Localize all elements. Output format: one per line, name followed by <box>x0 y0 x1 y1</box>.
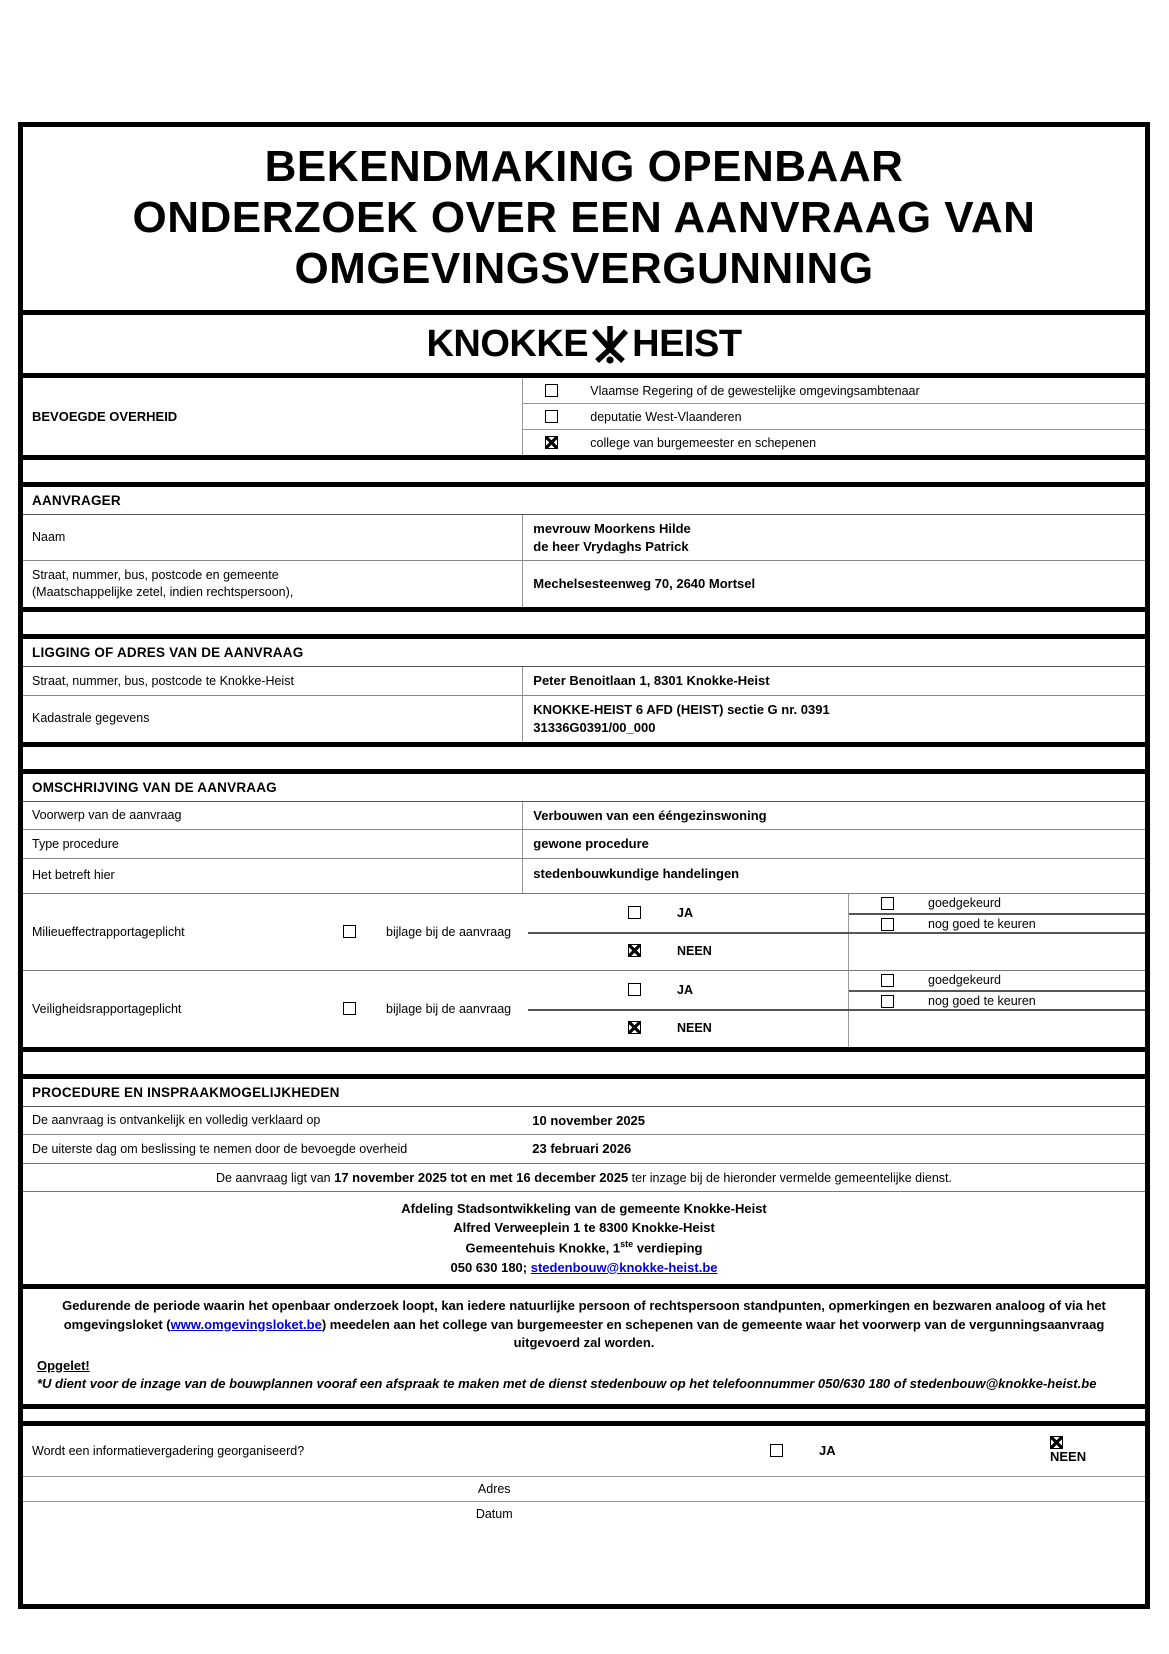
bezwaar-paragraph: Gedurende de periode waarin het openbaar onderzoek loopt, kan iedere natuurlijke persoon of rechtspersoon standpunten, opmerkingen en bezwaren analoog of via het omgevingsloket (www.omgevingsloket.be) meedelen aan het college van burgemeester en schepenen van de gemeente waar het voorwerp van de vergunningsaanvraag uitgevoerd zal worden. <box>62 1298 1106 1351</box>
checkbox-veiligheid-ja[interactable] <box>628 983 641 996</box>
public-notice-document <box>18 122 1150 1609</box>
table-row <box>23 858 1145 893</box>
afspraak-note: *U dient voor de inzage van de bouwplannen vooraf een afspraak te maken met de dienst stedenbouw op het telefoonnummer 050/630 180 of stedenbouw@knokke-heist.be <box>37 1376 1097 1392</box>
naam-label: Naam <box>32 530 66 545</box>
dienst-location: Gemeentehuis Knokke, 1ste verdieping <box>465 1238 703 1256</box>
table-row <box>23 1107 1145 1135</box>
betreft-value: stedenbouwkundige handelingen <box>533 865 740 881</box>
voorwerp-label: Voorwerp van de aanvraag <box>32 808 182 823</box>
seagull-star-icon <box>590 324 630 364</box>
applicant-address-value: Mechelsesteenweg 70, 2640 Mortsel <box>533 576 756 592</box>
section-omschrijving <box>23 774 1145 1047</box>
neen-label: NEEN <box>677 943 712 958</box>
cadastral-label: Kadastrale gegevens <box>32 711 150 726</box>
ja-label: JA <box>677 982 693 997</box>
checkbox-info-ja[interactable] <box>770 1444 783 1457</box>
cadastral-value-2: 31336G0391/00_000 <box>533 719 656 735</box>
municipality-logo <box>23 315 1145 373</box>
checkbox-milieu-bijlage[interactable] <box>343 925 356 938</box>
title-line-1: BEKENDMAKING OPENBAAR <box>264 142 904 191</box>
row-midline <box>528 932 1145 934</box>
dienst-contact: 050 630 180; stedenbouw@knokke-heist.be <box>450 1259 718 1275</box>
bijlage-label: bijlage bij de aanvraag <box>386 1001 512 1016</box>
section-gap <box>23 1409 1145 1421</box>
table-row <box>23 1134 1145 1163</box>
checkbox-deputatie[interactable] <box>545 410 558 423</box>
row-veiligheidsrapportageplicht <box>23 970 1145 1047</box>
uiterste-dag-label: De uiterste dag om beslissing te nemen door de bevoegde overheid <box>32 1141 408 1156</box>
adres-row <box>23 1476 1145 1501</box>
gemeentelijke-dienst-block <box>23 1191 1145 1284</box>
inzage-period-line <box>23 1163 1145 1191</box>
empty-area <box>23 1526 1145 1604</box>
dienst-name: Afdeling Stadsontwikkeling van de gemeente Knokke-Heist <box>401 1200 767 1216</box>
neen-label: NEEN <box>677 1020 712 1035</box>
logo-text-right: HEIST <box>632 322 742 365</box>
aanvrager-header: AANVRAGER <box>23 487 1145 515</box>
checkbox-veiligheid-neen[interactable] <box>628 1021 641 1034</box>
site-address-value: Peter Benoitlaan 1, 8301 Knokke-Heist <box>533 673 770 689</box>
informatievergadering-label: Wordt een informatievergadering georganiseerd? <box>32 1443 305 1458</box>
adres-label: Adres <box>477 1481 511 1496</box>
betreft-label: Het betreft hier <box>32 868 115 883</box>
option-label: Vlaamse Regering of de gewestelijke omgevingsambtenaar <box>590 383 920 398</box>
ontvankelijk-date: 10 november 2025 <box>532 1112 646 1128</box>
table-row <box>23 695 1145 742</box>
checkbox-info-neen[interactable] <box>1050 1436 1063 1449</box>
uiterste-dag-date: 23 februari 2026 <box>532 1141 632 1157</box>
informatievergadering-row <box>23 1426 1145 1476</box>
opgelet-label: Opgelet! <box>37 1357 90 1373</box>
inzage-prefix: De aanvraag ligt van <box>215 1170 335 1185</box>
inzage-suffix: ter inzage bij de hieronder vermelde gemeentelijke dienst. <box>628 1170 953 1185</box>
table-row <box>23 515 1145 560</box>
table-row <box>23 802 1145 830</box>
milieu-label: Milieueffectrapportageplicht <box>32 924 185 939</box>
stedenbouw-email-link[interactable]: stedenbouw@knokke-heist.be <box>530 1259 718 1275</box>
option-college <box>523 429 1145 455</box>
omschrijving-header: OMSCHRIJVING VAN DE AANVRAAG <box>23 774 1145 802</box>
table-row <box>23 560 1145 607</box>
table-row <box>23 667 1145 695</box>
section-gap <box>23 1052 1145 1074</box>
checkbox-milieu-goedgekeurd[interactable] <box>881 897 894 910</box>
checkbox-veiligheid-bijlage[interactable] <box>343 1002 356 1015</box>
section-ligging <box>23 639 1145 742</box>
goedgekeurd-label: goedgekeurd <box>928 973 1001 988</box>
option-label: deputatie West-Vlaanderen <box>590 409 742 424</box>
checkbox-veiligheid-nog-goed-te-keuren[interactable] <box>881 995 894 1008</box>
document-title <box>23 127 1145 310</box>
info-neen-label: NEEN <box>1050 1448 1087 1464</box>
info-ja-label: JA <box>819 1443 836 1459</box>
section-gap <box>23 612 1145 634</box>
section-bevoegde-overheid <box>23 378 1145 455</box>
checkbox-milieu-neen[interactable] <box>628 944 641 957</box>
ja-label: JA <box>677 905 693 920</box>
applicant-address-label-2: (Maatschappelijke zetel, indien rechtspersoon), <box>32 585 294 600</box>
bevoegde-overheid-label: BEVOEGDE OVERHEID <box>32 409 178 425</box>
checkbox-vlaamse-regering[interactable] <box>545 384 558 397</box>
checkbox-college[interactable] <box>545 436 558 449</box>
type-procedure-label: Type procedure <box>32 836 119 851</box>
nog-goed-te-keuren-label: nog goed te keuren <box>928 994 1036 1009</box>
ontvankelijk-label: De aanvraag is ontvankelijk en volledig verklaard op <box>32 1113 321 1128</box>
checkbox-veiligheid-goedgekeurd[interactable] <box>881 974 894 987</box>
title-line-3: OMGEVINGSVERGUNNING <box>294 244 874 294</box>
datum-label: Datum <box>475 1506 513 1521</box>
section-procedure <box>23 1079 1145 1604</box>
voorwerp-value: Verbouwen van een ééngezinswoning <box>533 807 767 823</box>
inzage-dates: 17 november 2025 tot en met 16 december 2025 <box>334 1169 629 1185</box>
dienst-address: Alfred Verweeplein 1 te 8300 Knokke-Heist <box>453 1220 715 1236</box>
bijlage-label: bijlage bij de aanvraag <box>386 924 512 939</box>
title-line-2: ONDERZOEK OVER EEN AANVRAAG VAN <box>132 193 1036 243</box>
site-address-label: Straat, nummer, bus, postcode te Knokke-Heist <box>32 673 294 688</box>
applicant-name-1: mevrouw Moorkens Hilde <box>533 521 691 537</box>
omgevingsloket-link[interactable]: www.omgevingsloket.be <box>170 1316 322 1332</box>
table-row <box>23 829 1145 858</box>
checkbox-milieu-ja[interactable] <box>628 906 641 919</box>
cadastral-value-1: KNOKKE-HEIST 6 AFD (HEIST) sectie G nr. 0391 <box>533 702 830 718</box>
bezwaar-block <box>23 1289 1145 1403</box>
section-gap <box>23 460 1145 482</box>
nog-goed-te-keuren-label: nog goed te keuren <box>928 917 1036 932</box>
option-vlaamse-regering <box>523 378 1145 403</box>
checkbox-milieu-nog-goed-te-keuren[interactable] <box>881 918 894 931</box>
type-procedure-value: gewone procedure <box>533 836 649 852</box>
veiligheid-label: Veiligheidsrapportageplicht <box>32 1001 182 1016</box>
applicant-address-label-1: Straat, nummer, bus, postcode en gemeente <box>32 568 279 583</box>
row-midline <box>528 1009 1145 1011</box>
option-deputatie <box>523 403 1145 429</box>
section-gap <box>23 747 1145 769</box>
option-label: college van burgemeester en schepenen <box>590 435 817 450</box>
applicant-name-2: de heer Vrydaghs Patrick <box>533 538 689 554</box>
goedgekeurd-label: goedgekeurd <box>928 896 1001 911</box>
ligging-header: LIGGING OF ADRES VAN DE AANVRAAG <box>23 639 1145 667</box>
procedure-header: PROCEDURE EN INSPRAAKMOGELIJKHEDEN <box>23 1079 1145 1107</box>
section-aanvrager <box>23 487 1145 607</box>
logo-text-left: KNOKKE <box>426 322 589 365</box>
row-milieueffectrapportageplicht <box>23 893 1145 970</box>
datum-row <box>23 1501 1145 1526</box>
